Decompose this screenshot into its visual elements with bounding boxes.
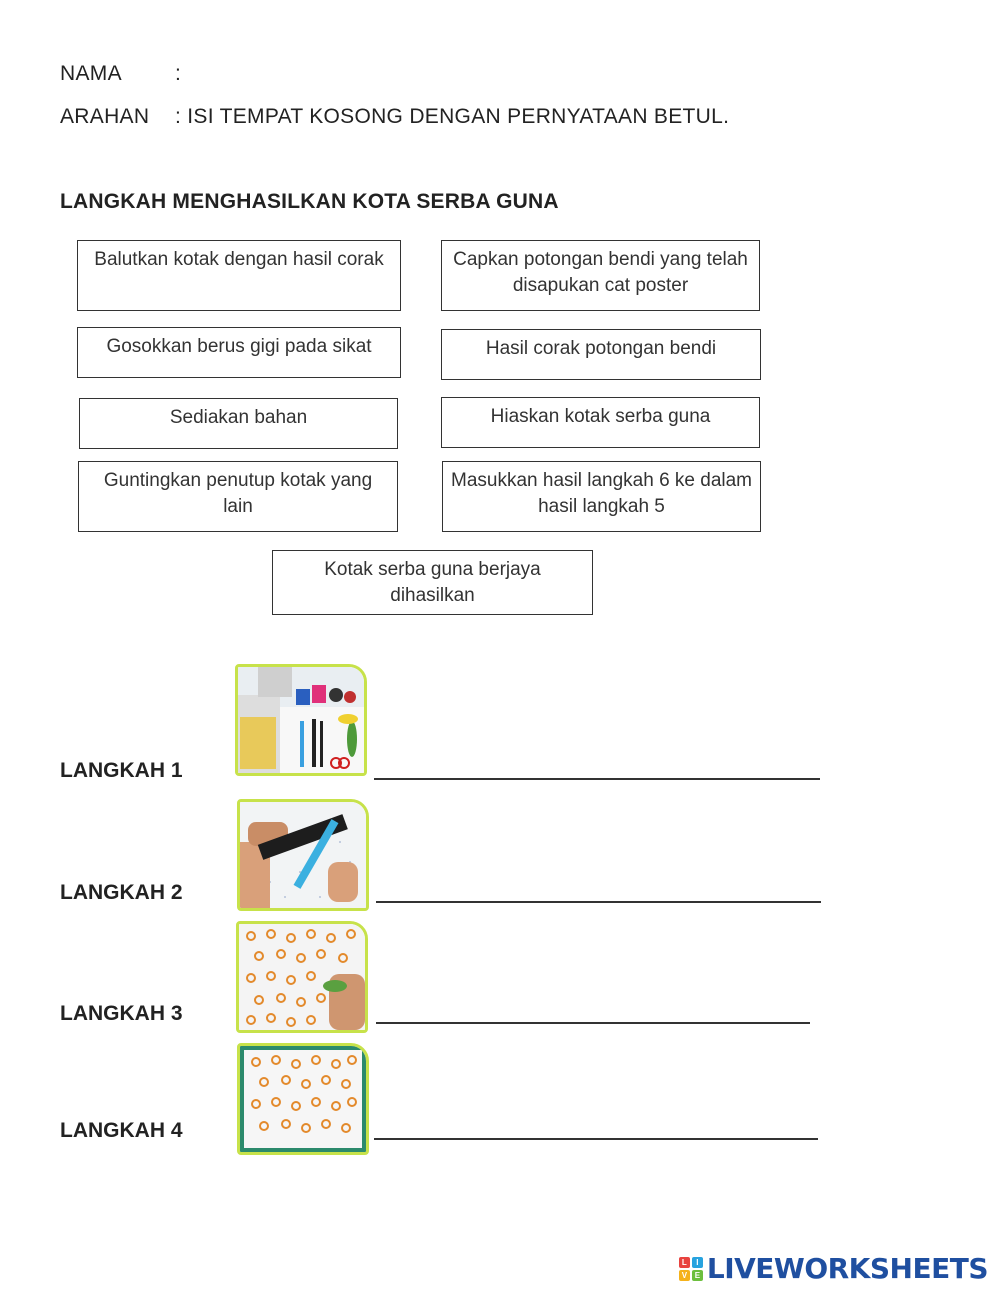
brush-comb-illustration — [240, 802, 366, 908]
option-text: Masukkan hasil langkah 6 ke dalam hasil langkah 5 — [451, 470, 753, 517]
instruction-label: ARAHAN — [60, 105, 150, 128]
brand-name: LIVEWORKSHEETS — [706, 1252, 988, 1285]
option-text: Hiaskan kotak serba guna — [490, 406, 711, 427]
option-box[interactable] — [441, 240, 760, 311]
option-text: Gosokkan berus gigi pada sikat — [106, 336, 372, 357]
option-text: Hasil corak potongan bendi — [485, 338, 717, 359]
liveworksheets-icon — [679, 1257, 703, 1281]
option-box[interactable] — [441, 329, 761, 380]
name-colon: : — [175, 62, 181, 85]
option-text: Guntingkan penutup kotak yang lain — [103, 470, 373, 517]
option-box[interactable] — [272, 550, 593, 615]
option-text: Sediakan bahan — [169, 407, 308, 428]
step-1-photo — [235, 664, 367, 776]
step-2-label: LANGKAH 2 — [60, 881, 183, 904]
icon-letter: E — [692, 1270, 703, 1281]
step-3-photo — [236, 921, 368, 1033]
step-3-label: LANGKAH 3 — [60, 1002, 183, 1025]
option-box[interactable] — [77, 240, 401, 311]
step-1-answer-field[interactable] — [374, 778, 820, 780]
option-box[interactable] — [441, 397, 760, 448]
instruction-text: : ISI TEMPAT KOSONG DENGAN PERNYATAAN BETUL. — [175, 105, 730, 128]
stamping-illustration — [239, 924, 365, 1030]
step-2-photo — [237, 799, 369, 911]
step-2-answer-field[interactable] — [376, 901, 821, 903]
icon-letter: L — [679, 1257, 690, 1268]
option-box[interactable] — [78, 461, 398, 532]
step-4-answer-field[interactable] — [374, 1138, 818, 1140]
option-text: Kotak serba guna berjaya dihasilkan — [324, 559, 541, 606]
option-box[interactable] — [77, 327, 401, 378]
liveworksheets-logo — [679, 1252, 988, 1285]
option-box[interactable] — [79, 398, 398, 449]
section-title: LANGKAH MENGHASILKAN KOTA SERBA GUNA — [60, 190, 559, 213]
pattern-result-illustration — [240, 1046, 366, 1152]
option-text: Capkan potongan bendi yang telah disapukan cat poster — [453, 249, 748, 296]
option-box[interactable] — [442, 461, 761, 532]
option-text: Balutkan kotak dengan hasil corak — [94, 249, 384, 270]
step-4-label: LANGKAH 4 — [60, 1119, 183, 1142]
icon-letter: I — [692, 1257, 703, 1268]
step-4-photo — [237, 1043, 369, 1155]
name-label: NAMA — [60, 62, 122, 85]
materials-illustration — [238, 667, 364, 773]
step-3-answer-field[interactable] — [376, 1022, 810, 1024]
icon-letter: V — [679, 1270, 690, 1281]
step-1-label: LANGKAH 1 — [60, 759, 183, 782]
